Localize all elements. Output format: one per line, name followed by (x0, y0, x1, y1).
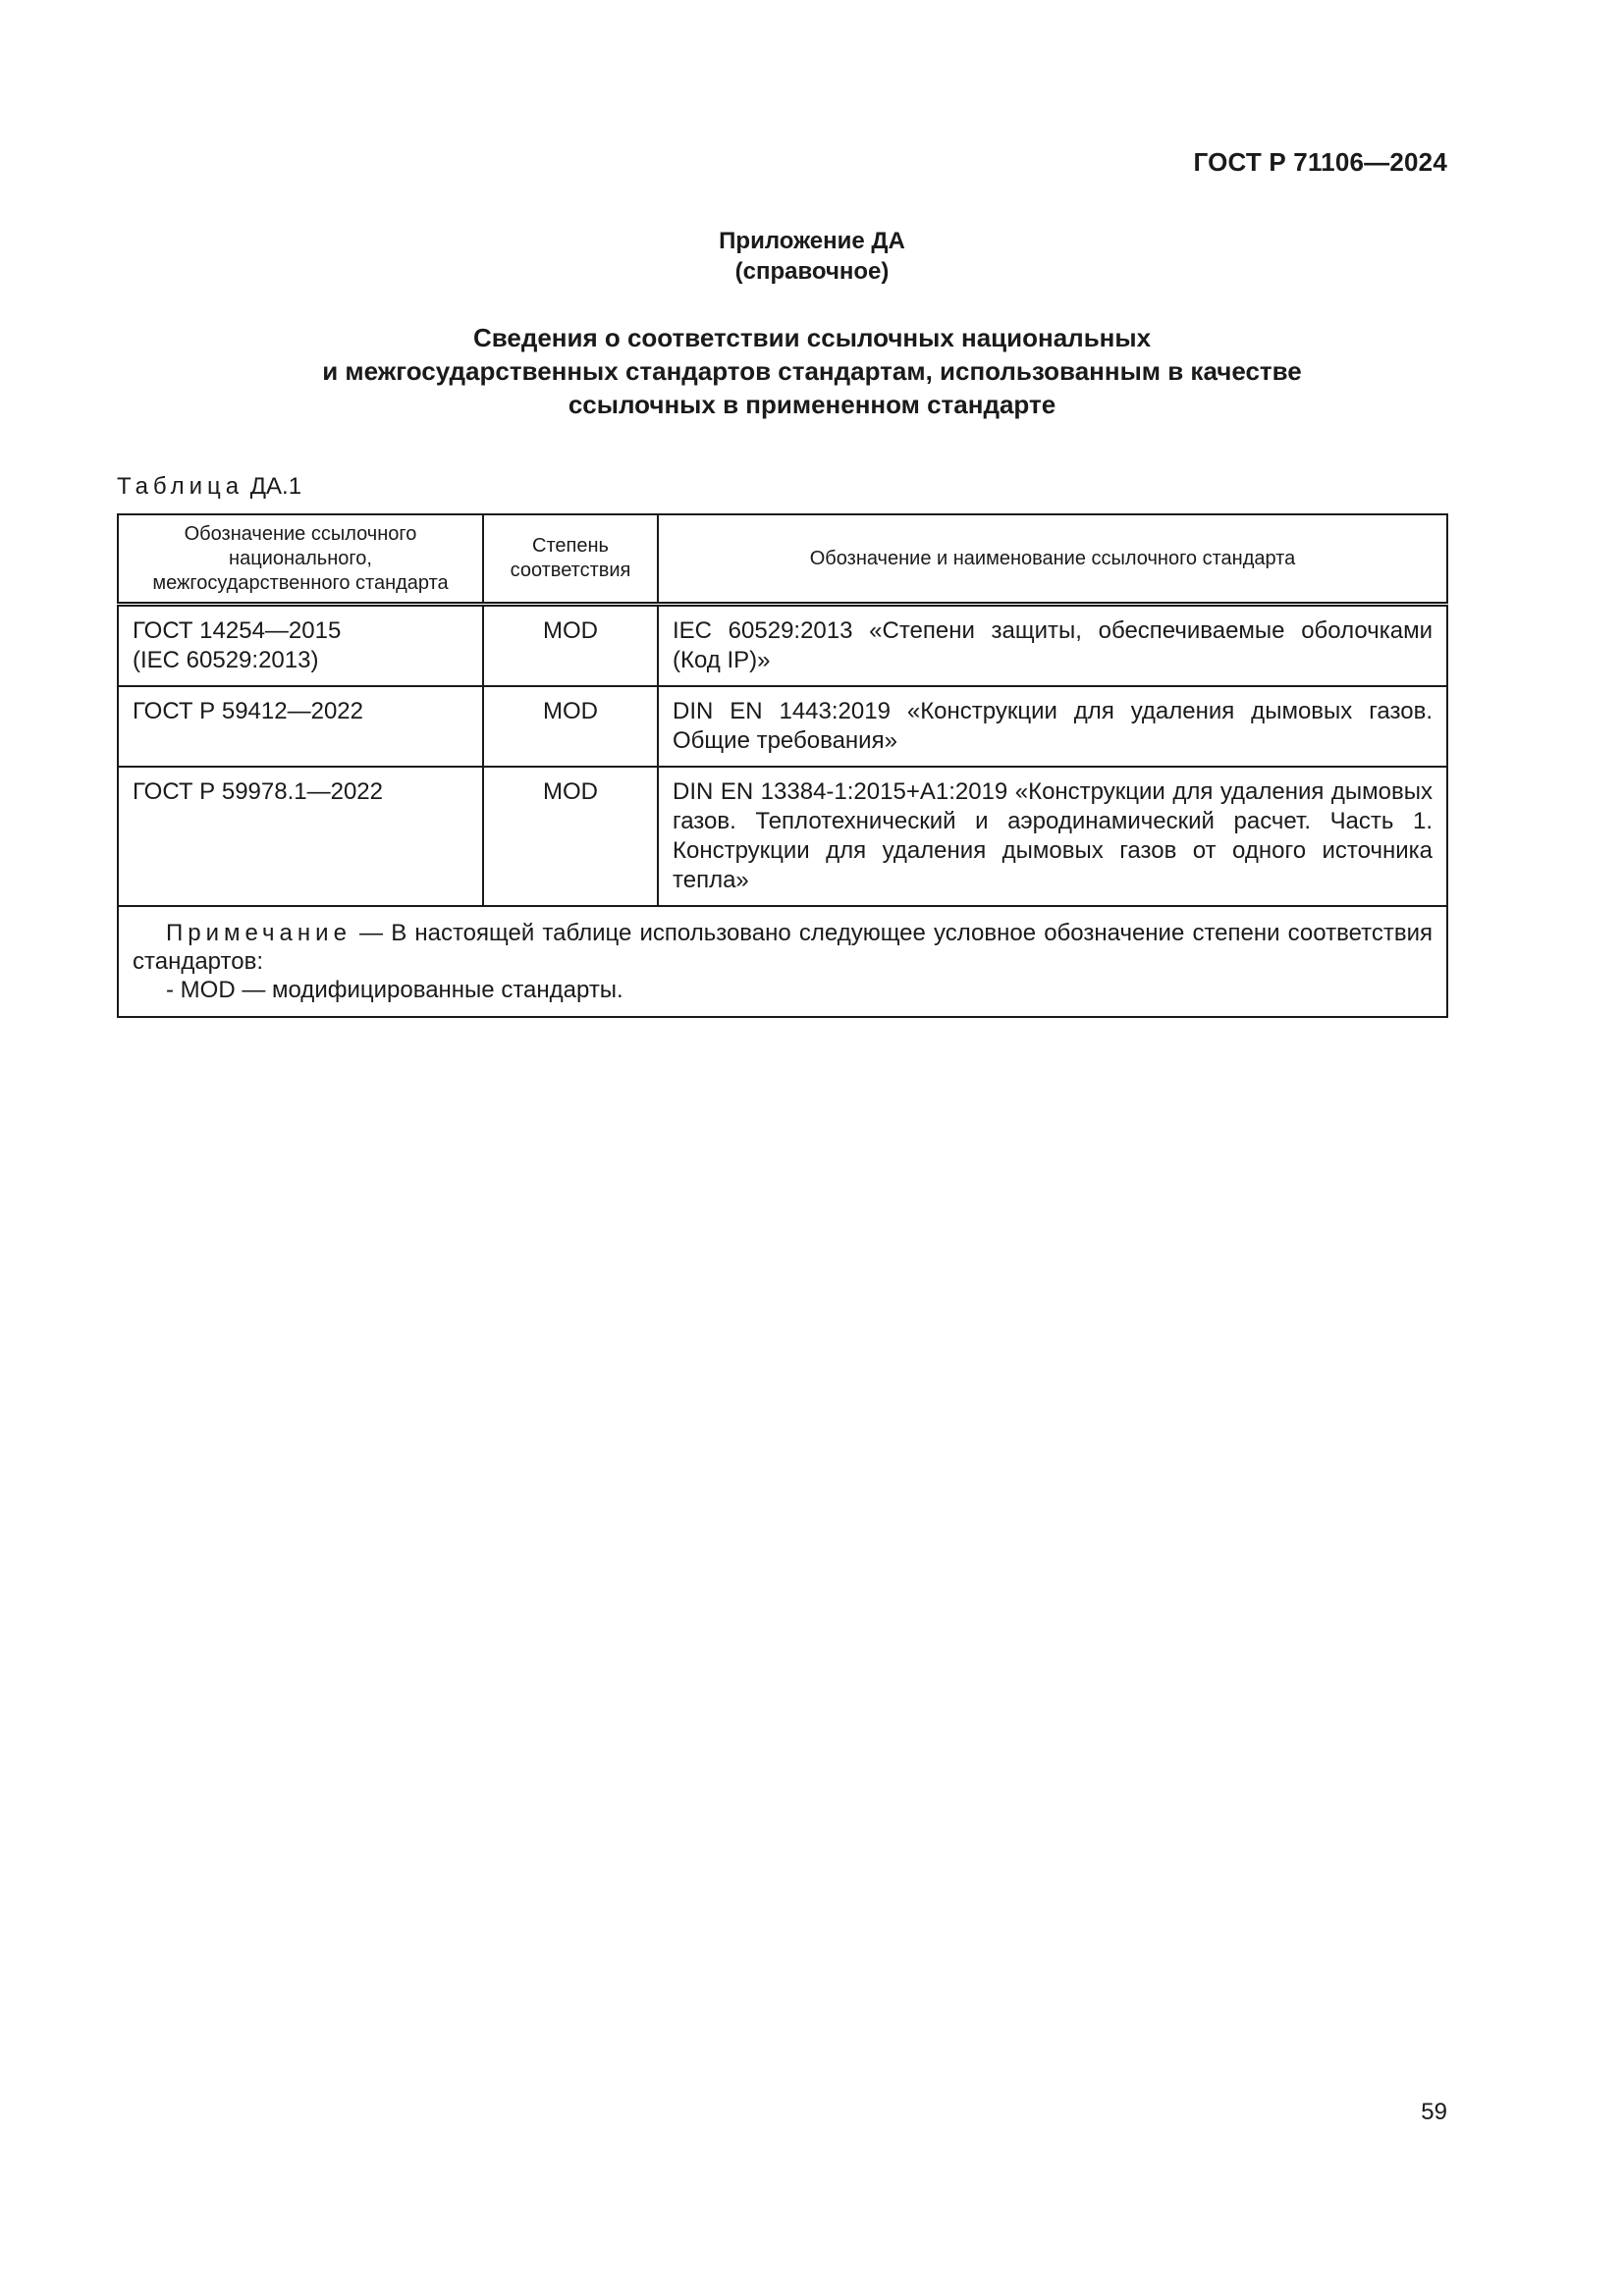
designation-line-2: (IEC 60529:2013) (133, 647, 319, 673)
header-designation-line-2: национального, (229, 547, 372, 569)
row-designation (118, 686, 483, 767)
row-reference: DIN EN 1443:2019 «Конструкции для удаления дымовых газов. Общие требования» (658, 686, 1447, 767)
row-degree: MOD (483, 686, 658, 767)
table-row (118, 605, 1447, 687)
header-designation-line-3: межгосударственного стандарта (152, 571, 449, 594)
annex-subtitle: (справочное) (734, 258, 890, 285)
row-designation (118, 767, 483, 906)
annex-heading (0, 226, 1624, 287)
main-title-line-2: и межгосударственных стандартов стандартам, использованным в качестве (322, 356, 1302, 386)
header-reference: Обозначение и наименование ссылочного стандарта (658, 514, 1447, 605)
page-number: 59 (1421, 2099, 1447, 2125)
note-bullet: - MOD — модифицированные стандарты. (166, 977, 623, 1003)
note-text: — В настоящей таблице использовано следующее условное обозначение степени соответствия стандартов: (133, 920, 1433, 975)
designation-line-1: ГОСТ Р 59412—2022 (133, 698, 363, 724)
header-degree-line-1: Степень (532, 535, 609, 557)
table-header-row (118, 514, 1447, 605)
main-title-line-1: Сведения о соответствии ссылочных национальных (472, 323, 1152, 352)
row-degree: MOD (483, 605, 658, 687)
row-reference: IEC 60529:2013 «Степени защиты, обеспечиваемые оболочками (Код IP)» (658, 605, 1447, 687)
main-title-line-3: ссылочных в примененном стандарте (568, 390, 1056, 419)
header-degree (483, 514, 658, 605)
designation-line-1: ГОСТ Р 59978.1—2022 (133, 778, 383, 805)
table-caption (117, 473, 301, 501)
reference-standards-table (117, 513, 1448, 1018)
note-label: Примечание (166, 920, 352, 946)
designation-line-1: ГОСТ 14254—2015 (133, 617, 342, 644)
annex-main-title (177, 321, 1447, 421)
table-caption-label: Таблица (117, 473, 244, 500)
table-note (118, 906, 1447, 1017)
row-designation (118, 605, 483, 687)
note-paragraph (133, 919, 1433, 976)
annex-title: Приложение ДА (719, 228, 905, 254)
row-reference: DIN EN 13384-1:2015+A1:2019 «Конструкции для удаления дымовых газов. Теплотехнический и аэродинамический расчет. Часть 1. Конструкции для удаления дымовых газов от одного источника тепла» (658, 767, 1447, 906)
table-row (118, 686, 1447, 767)
header-designation (118, 514, 483, 605)
table-row (118, 767, 1447, 906)
document-code: ГОСТ Р 71106—2024 (1193, 147, 1447, 177)
table-note-row (118, 906, 1447, 1017)
row-degree: MOD (483, 767, 658, 906)
header-designation-line-1: Обозначение ссылочного (184, 522, 417, 545)
table-caption-number: ДА.1 (249, 473, 302, 500)
header-degree-line-2: соответствия (510, 560, 631, 581)
